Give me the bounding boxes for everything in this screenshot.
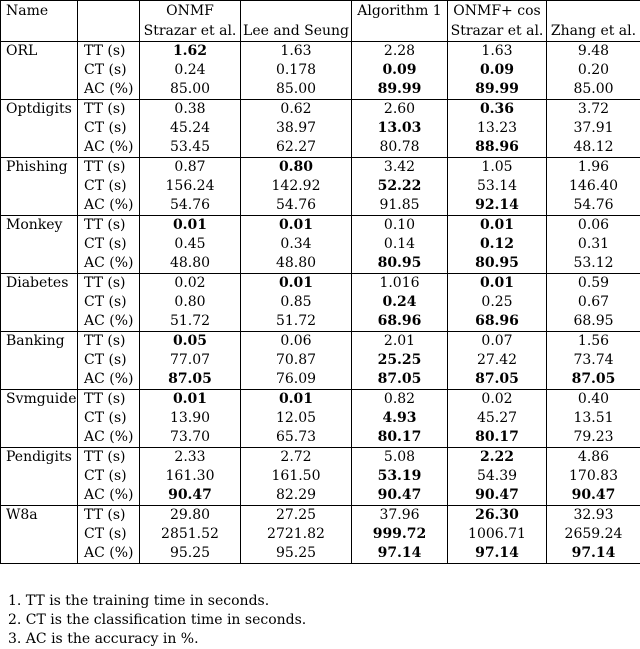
table-row	[1, 119, 640, 138]
table-row	[1, 525, 640, 544]
value-cell: 3.42	[352, 158, 448, 178]
dataset-name	[1, 293, 78, 312]
value-cell: 4.93	[352, 409, 448, 428]
value-cell: 88.96	[448, 138, 547, 158]
table-row	[1, 80, 640, 100]
metric-label: CT (s)	[78, 409, 140, 428]
table-row	[1, 544, 640, 564]
value-cell: 0.34	[241, 235, 352, 254]
dataset-name	[1, 525, 78, 544]
header-column-label: Zhang et al.	[547, 21, 640, 42]
metric-label: AC (%)	[78, 370, 140, 390]
value-cell: 54.76	[241, 196, 352, 216]
value-cell: 0.87	[140, 158, 241, 178]
value-cell: 161.30	[140, 467, 241, 486]
dataset-name: Svmguide	[1, 390, 78, 410]
value-cell: 53.14	[448, 177, 547, 196]
value-cell: 1.63	[241, 42, 352, 62]
value-cell: 0.07	[448, 332, 547, 352]
value-cell: 25.25	[352, 351, 448, 370]
dataset-name	[1, 351, 78, 370]
table-row	[1, 177, 640, 196]
dataset-name	[1, 312, 78, 332]
table-row	[1, 409, 640, 428]
value-cell: 0.02	[140, 274, 241, 294]
value-cell: 85.00	[241, 80, 352, 100]
value-cell: 13.03	[352, 119, 448, 138]
value-cell: 87.05	[352, 370, 448, 390]
value-cell: 65.73	[241, 428, 352, 448]
dataset-name	[1, 119, 78, 138]
value-cell: 37.96	[352, 506, 448, 526]
table-row	[1, 158, 640, 178]
table-row	[1, 312, 640, 332]
dataset-name	[1, 138, 78, 158]
value-cell: 90.47	[547, 486, 640, 506]
value-cell: 0.80	[241, 158, 352, 178]
table-row	[1, 42, 640, 62]
value-cell: 95.25	[241, 544, 352, 564]
value-cell: 2.33	[140, 448, 241, 468]
metric-label: AC (%)	[78, 486, 140, 506]
dataset-name	[1, 61, 78, 80]
value-cell: 0.01	[241, 216, 352, 236]
value-cell: 0.20	[547, 61, 640, 80]
value-cell: 3.72	[547, 100, 640, 120]
value-cell: 1.96	[547, 158, 640, 178]
value-cell: 999.72	[352, 525, 448, 544]
value-cell: 53.12	[547, 254, 640, 274]
table-row	[1, 100, 640, 120]
table-row	[1, 138, 640, 158]
value-cell: 95.25	[140, 544, 241, 564]
table-row	[1, 428, 640, 448]
header-metric-cell	[78, 1, 140, 22]
header-column-label: ONMF+ cos	[448, 1, 547, 22]
value-cell: 89.99	[448, 80, 547, 100]
value-cell: 29.80	[140, 506, 241, 526]
value-cell: 0.01	[241, 274, 352, 294]
value-cell: 0.24	[140, 61, 241, 80]
metric-label: TT (s)	[78, 100, 140, 120]
value-cell: 80.17	[448, 428, 547, 448]
table-row	[1, 61, 640, 80]
value-cell: 70.87	[241, 351, 352, 370]
value-cell: 146.40	[547, 177, 640, 196]
value-cell: 91.85	[352, 196, 448, 216]
metric-label: CT (s)	[78, 351, 140, 370]
metric-label: TT (s)	[78, 274, 140, 294]
value-cell: 62.27	[241, 138, 352, 158]
value-cell: 1.63	[448, 42, 547, 62]
value-cell: 79.23	[547, 428, 640, 448]
value-cell: 12.05	[241, 409, 352, 428]
value-cell: 1006.71	[448, 525, 547, 544]
dataset-name: ORL	[1, 42, 78, 62]
table-row	[1, 448, 640, 468]
value-cell: 80.78	[352, 138, 448, 158]
metric-label: AC (%)	[78, 138, 140, 158]
value-cell: 0.01	[140, 216, 241, 236]
dataset-name	[1, 467, 78, 486]
value-cell: 2.22	[448, 448, 547, 468]
value-cell: 53.45	[140, 138, 241, 158]
value-cell: 92.14	[448, 196, 547, 216]
value-cell: 87.05	[448, 370, 547, 390]
table-row	[1, 216, 640, 236]
value-cell: 13.51	[547, 409, 640, 428]
value-cell: 32.93	[547, 506, 640, 526]
metric-label: TT (s)	[78, 42, 140, 62]
value-cell: 97.14	[352, 544, 448, 564]
value-cell: 38.97	[241, 119, 352, 138]
dataset-name	[1, 80, 78, 100]
value-cell: 52.22	[352, 177, 448, 196]
value-cell: 0.09	[448, 61, 547, 80]
value-cell: 0.178	[241, 61, 352, 80]
value-cell: 87.05	[547, 370, 640, 390]
metric-label: CT (s)	[78, 235, 140, 254]
metric-label: CT (s)	[78, 119, 140, 138]
value-cell: 1.62	[140, 42, 241, 62]
value-cell: 89.99	[352, 80, 448, 100]
value-cell: 0.06	[547, 216, 640, 236]
value-cell: 85.00	[140, 80, 241, 100]
value-cell: 0.38	[140, 100, 241, 120]
value-cell: 51.72	[140, 312, 241, 332]
value-cell: 170.83	[547, 467, 640, 486]
value-cell: 26.30	[448, 506, 547, 526]
header-name-cell	[1, 21, 78, 42]
value-cell: 0.06	[241, 332, 352, 352]
value-cell: 0.01	[448, 274, 547, 294]
metric-label: AC (%)	[78, 544, 140, 564]
value-cell: 48.80	[140, 254, 241, 274]
value-cell: 90.47	[352, 486, 448, 506]
dataset-name	[1, 177, 78, 196]
metric-label: AC (%)	[78, 312, 140, 332]
value-cell: 0.12	[448, 235, 547, 254]
value-cell: 51.72	[241, 312, 352, 332]
metric-label: CT (s)	[78, 293, 140, 312]
metric-label: TT (s)	[78, 332, 140, 352]
table-notes	[0, 592, 640, 649]
value-cell: 77.07	[140, 351, 241, 370]
metric-label: AC (%)	[78, 196, 140, 216]
value-cell: 80.17	[352, 428, 448, 448]
table-row	[1, 351, 640, 370]
metric-label: CT (s)	[78, 467, 140, 486]
dataset-name	[1, 254, 78, 274]
value-cell: 80.95	[352, 254, 448, 274]
value-cell: 9.48	[547, 42, 640, 62]
value-cell: 45.24	[140, 119, 241, 138]
value-cell: 1.016	[352, 274, 448, 294]
value-cell: 80.95	[448, 254, 547, 274]
value-cell: 0.25	[448, 293, 547, 312]
value-cell: 68.96	[352, 312, 448, 332]
table-row	[1, 370, 640, 390]
metric-label: CT (s)	[78, 177, 140, 196]
dataset-name: Optdigits	[1, 100, 78, 120]
metric-label: AC (%)	[78, 80, 140, 100]
header-column-label: Strazar et al.	[448, 21, 547, 42]
value-cell: 0.01	[140, 390, 241, 410]
dataset-name: Monkey	[1, 216, 78, 236]
value-cell: 54.76	[547, 196, 640, 216]
table-row	[1, 390, 640, 410]
table-row	[1, 467, 640, 486]
value-cell: 13.90	[140, 409, 241, 428]
dataset-name: Banking	[1, 332, 78, 352]
value-cell: 142.92	[241, 177, 352, 196]
header-column-label: ONMF	[140, 1, 241, 22]
value-cell: 0.85	[241, 293, 352, 312]
value-cell: 1.05	[448, 158, 547, 178]
note-line: 3. AC is the accuracy in %.	[8, 631, 199, 647]
value-cell: 2.01	[352, 332, 448, 352]
value-cell: 73.70	[140, 428, 241, 448]
value-cell: 2.28	[352, 42, 448, 62]
value-cell: 1.56	[547, 332, 640, 352]
value-cell: 48.12	[547, 138, 640, 158]
value-cell: 2851.52	[140, 525, 241, 544]
value-cell: 82.29	[241, 486, 352, 506]
dataset-name: Phishing	[1, 158, 78, 178]
dataset-name	[1, 486, 78, 506]
table-row	[1, 235, 640, 254]
value-cell: 0.31	[547, 235, 640, 254]
dataset-name	[1, 370, 78, 390]
value-cell: 0.01	[448, 216, 547, 236]
value-cell: 156.24	[140, 177, 241, 196]
metric-label: TT (s)	[78, 216, 140, 236]
dataset-name	[1, 544, 78, 564]
value-cell: 0.05	[140, 332, 241, 352]
header-column-label	[241, 1, 352, 22]
value-cell: 97.14	[448, 544, 547, 564]
metric-label: TT (s)	[78, 158, 140, 178]
value-cell: 87.05	[140, 370, 241, 390]
header-column-label: Lee and Seung	[241, 21, 352, 42]
metric-label: AC (%)	[78, 254, 140, 274]
header-row	[1, 1, 640, 22]
header-column-label: Algorithm 1	[352, 1, 448, 22]
note-line: 1. TT is the training time in seconds.	[8, 593, 270, 609]
metric-label: CT (s)	[78, 61, 140, 80]
value-cell: 97.14	[547, 544, 640, 564]
dataset-name: Pendigits	[1, 448, 78, 468]
value-cell: 68.95	[547, 312, 640, 332]
value-cell: 0.02	[448, 390, 547, 410]
value-cell: 161.50	[241, 467, 352, 486]
table-row	[1, 332, 640, 352]
value-cell: 68.96	[448, 312, 547, 332]
table-row	[1, 293, 640, 312]
dataset-name	[1, 428, 78, 448]
metric-label: TT (s)	[78, 506, 140, 526]
value-cell: 2659.24	[547, 525, 640, 544]
table-row	[1, 506, 640, 526]
value-cell: 0.59	[547, 274, 640, 294]
value-cell: 27.42	[448, 351, 547, 370]
value-cell: 27.25	[241, 506, 352, 526]
dataset-name	[1, 409, 78, 428]
header-column-label	[352, 21, 448, 42]
header-column-label	[547, 1, 640, 22]
value-cell: 2.72	[241, 448, 352, 468]
value-cell: 2721.82	[241, 525, 352, 544]
table-row	[1, 254, 640, 274]
value-cell: 85.00	[547, 80, 640, 100]
value-cell: 5.08	[352, 448, 448, 468]
value-cell: 45.27	[448, 409, 547, 428]
value-cell: 0.01	[241, 390, 352, 410]
value-cell: 0.45	[140, 235, 241, 254]
metric-label: AC (%)	[78, 428, 140, 448]
value-cell: 0.24	[352, 293, 448, 312]
table-row	[1, 274, 640, 294]
value-cell: 90.47	[448, 486, 547, 506]
header-name-cell: Name	[1, 1, 78, 22]
value-cell: 37.91	[547, 119, 640, 138]
value-cell: 73.74	[547, 351, 640, 370]
value-cell: 0.62	[241, 100, 352, 120]
value-cell: 13.23	[448, 119, 547, 138]
metric-label: TT (s)	[78, 390, 140, 410]
table-row	[1, 196, 640, 216]
value-cell: 0.80	[140, 293, 241, 312]
header-column-label: Strazar et al.	[140, 21, 241, 42]
dataset-name	[1, 196, 78, 216]
header-row	[1, 21, 640, 42]
dataset-name	[1, 235, 78, 254]
note-line: 2. CT is the classification time in seconds.	[8, 612, 307, 628]
value-cell: 4.86	[547, 448, 640, 468]
value-cell: 0.82	[352, 390, 448, 410]
value-cell: 90.47	[140, 486, 241, 506]
table-row	[1, 486, 640, 506]
header-metric-cell	[78, 21, 140, 42]
metric-label: CT (s)	[78, 525, 140, 544]
metric-label: TT (s)	[78, 448, 140, 468]
value-cell: 54.76	[140, 196, 241, 216]
value-cell: 0.10	[352, 216, 448, 236]
value-cell: 48.80	[241, 254, 352, 274]
value-cell: 0.67	[547, 293, 640, 312]
value-cell: 0.14	[352, 235, 448, 254]
value-cell: 0.09	[352, 61, 448, 80]
dataset-name: W8a	[1, 506, 78, 526]
value-cell: 0.40	[547, 390, 640, 410]
value-cell: 53.19	[352, 467, 448, 486]
value-cell: 0.36	[448, 100, 547, 120]
value-cell: 54.39	[448, 467, 547, 486]
value-cell: 2.60	[352, 100, 448, 120]
dataset-name: Diabetes	[1, 274, 78, 294]
value-cell: 76.09	[241, 370, 352, 390]
